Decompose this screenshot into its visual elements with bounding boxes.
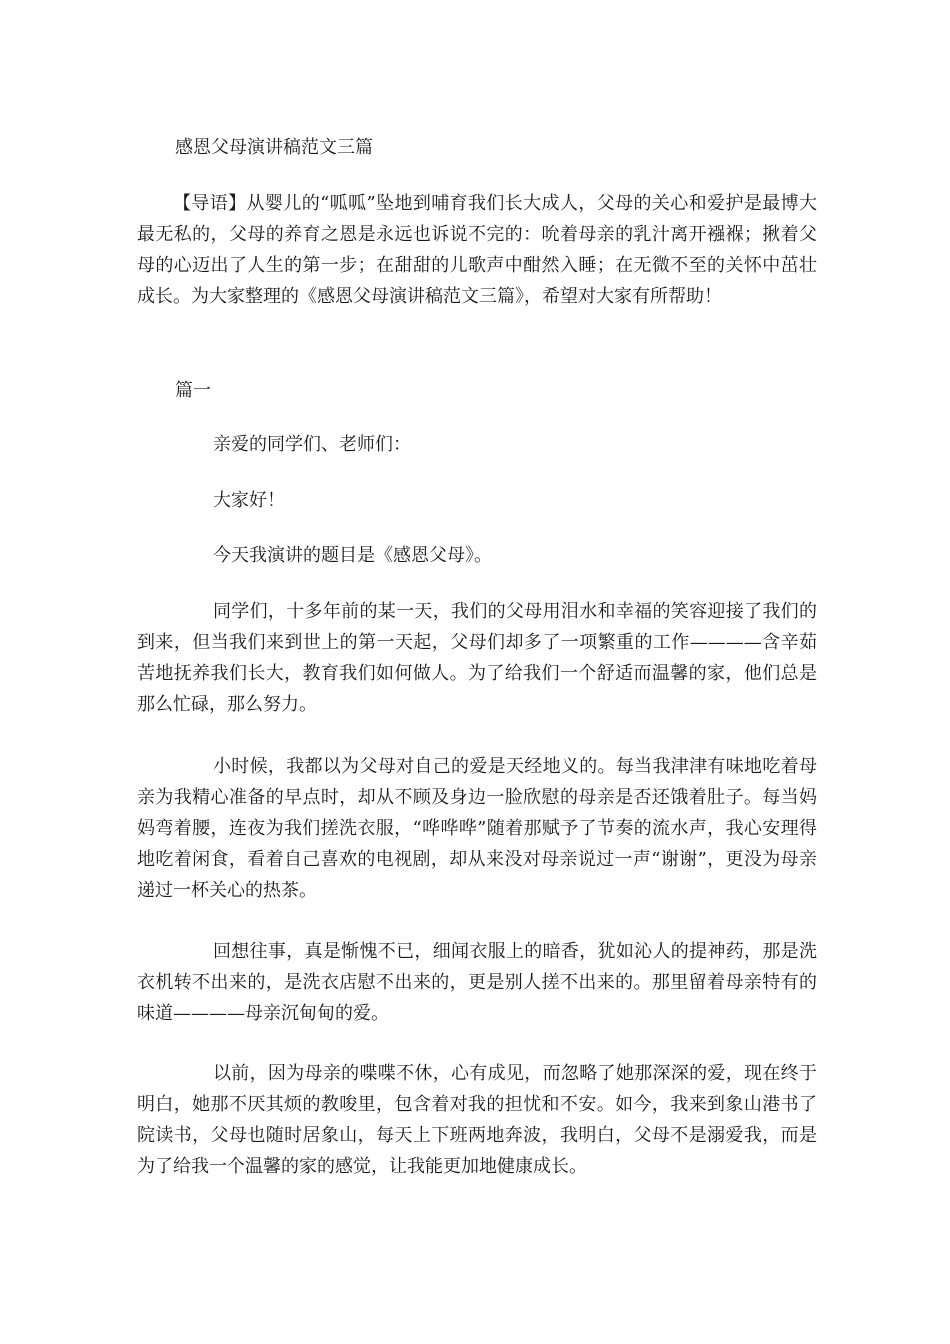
document-title: 感恩父母演讲稿范文三篇: [175, 137, 373, 158]
section-heading: 篇一: [175, 380, 211, 401]
body-paragraph: 小时候，我都以为父母对自己的爱是天经地义的。每当我津津有味地吃着母亲为我精心准备的早点时，却从不顾及身边一脸欣慰的母亲是否还饿着肚子。每当妈妈弯着腰，连夜为我们搓洗衣服，“哗哗哗”随着那赋予了节奏的流水声，我心安理得地吃着闲食，看着自己喜欢的电视剧，却从来没对母亲说过一声“谢谢”，更没为母亲递过一杯关心的热茶。: [137, 756, 817, 901]
body-paragraph: 以前，因为母亲的喋喋不休，心有成见，而忽略了她那深深的爱，现在终于明白，她那不厌其烦的教唆里，包含着对我的担忧和不安。如今，我来到象山港书了院读书，父母也随时居象山，每天上下班两地奔波，我明白，父母不是溺爱我，而是为了给我一个温馨的家的感觉，让我能更加地健康成长。: [137, 1063, 817, 1177]
body-paragraph: 回想往事，真是惭愧不已，细闻衣服上的暗香，犹如沁人的提神药，那是洗衣机转不出来的，是洗衣店慰不出来的，更是别人搓不出来的。那里留着母亲特有的味道————母亲沉甸甸的爱。: [137, 941, 817, 1024]
salutation: 亲爱的同学们、老师们：: [213, 434, 411, 455]
intro-paragraph: 【导语】从婴儿的“呱呱”坠地到哺育我们长大成人，父母的关心和爱护是最博大最无私的，父母的养育之恩是永远也诉说不完的：吮着母亲的乳汁离开襁褓；揪着父母的心迈出了人生的第一步；在甜甜的儿歌声中酣然入睡；在无微不至的关怀中茁壮成长。为大家整理的《感恩父母演讲稿范文三篇》，希望对大家有所帮助！: [137, 193, 817, 307]
speech-topic: 今天我演讲的题目是《感恩父母》。: [213, 545, 492, 566]
greeting: 大家好！: [213, 490, 285, 511]
body-paragraph: 同学们，十多年前的某一天，我们的父母用泪水和幸福的笑容迎接了我们的到来，但当我们来到世上的第一天起，父母们却多了一项繁重的工作————含辛茹苦地抚养我们长大，教育我们如何做人。为了给我们一个舒适而温馨的家，他们总是那么忙碌，那么努力。: [137, 601, 817, 715]
